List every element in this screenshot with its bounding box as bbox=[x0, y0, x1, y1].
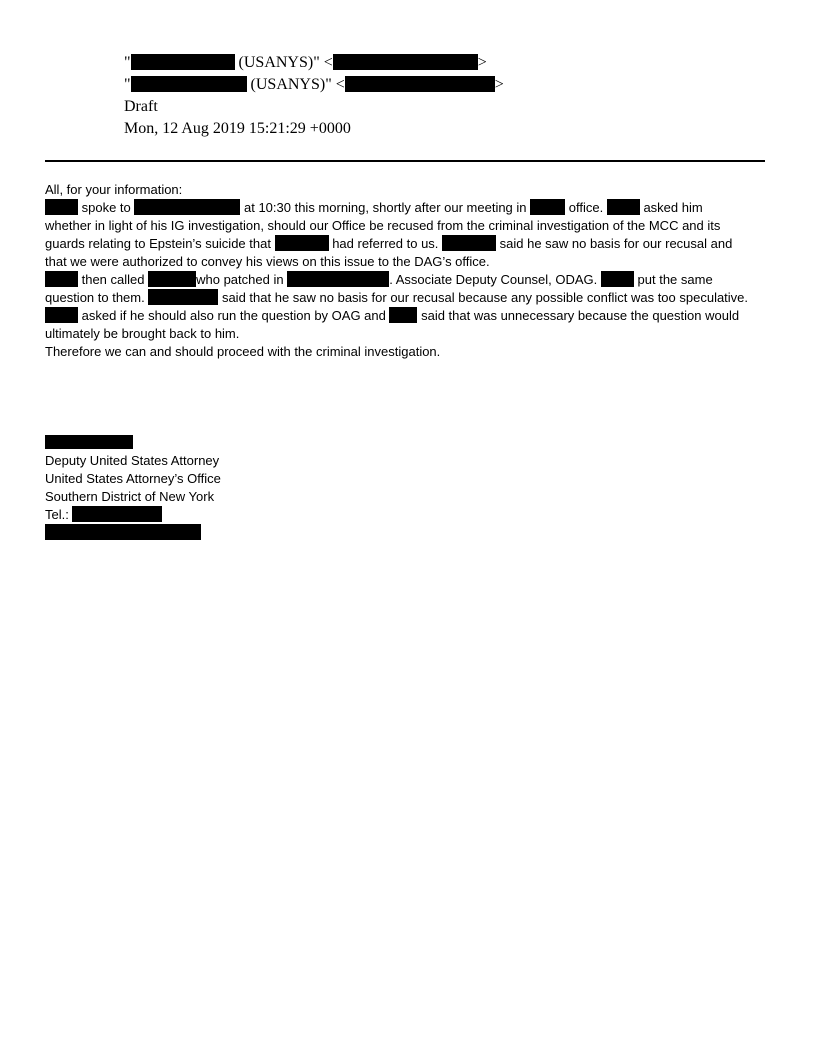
signature-title: Deputy United States Attorney bbox=[45, 453, 220, 468]
body-line: All, for your information: bbox=[45, 182, 183, 197]
redaction-box bbox=[148, 271, 196, 287]
signature-tel bbox=[45, 506, 221, 524]
from-org: (USANYS)" < bbox=[234, 54, 333, 71]
body-line: question to them. said that he saw no basis for our recusal because any possible conflict was too speculative. bbox=[45, 290, 749, 305]
from-value bbox=[124, 52, 487, 74]
body-line: then called who patched in . Associate Deputy Counsel, ODAG. put the same bbox=[45, 271, 775, 289]
body-line: asked if he should also run the question by OAG and said that was unnecessary because the question would bbox=[45, 307, 775, 325]
from-close: > bbox=[477, 54, 487, 71]
to-org: (USANYS)" < bbox=[246, 76, 345, 93]
redaction-box bbox=[607, 199, 640, 215]
body-line: guards relating to Epstein’s suicide that had referred to us. said he saw no basis for our recusal and bbox=[45, 236, 733, 251]
redaction-box bbox=[442, 235, 496, 251]
to-close: > bbox=[494, 76, 504, 93]
redaction-box bbox=[333, 54, 478, 70]
redaction-box bbox=[131, 76, 247, 92]
redaction-box bbox=[45, 307, 78, 323]
redaction-box bbox=[45, 435, 133, 449]
redaction-box bbox=[45, 199, 78, 215]
body-line: spoke to at 10:30 this morning, shortly after our meeting in office. asked him bbox=[45, 199, 775, 217]
redaction-box bbox=[345, 76, 495, 92]
header-divider bbox=[45, 160, 765, 162]
redaction-box bbox=[131, 54, 235, 70]
redaction-box bbox=[601, 271, 634, 287]
redaction-box bbox=[389, 307, 417, 323]
body-line: whether in light of his IG investigation, should our Office be recused from the criminal investigation of the MCC and its bbox=[45, 218, 721, 233]
tel-label: Tel.: bbox=[45, 507, 73, 522]
redaction-box bbox=[45, 271, 78, 287]
redaction-box bbox=[275, 235, 329, 251]
body-line: Therefore we can and should proceed with the criminal investigation. bbox=[45, 344, 441, 359]
redaction-box bbox=[45, 524, 201, 540]
signature-district: Southern District of New York bbox=[45, 489, 215, 504]
redaction-box bbox=[287, 271, 389, 287]
subject-value: Draft bbox=[124, 98, 158, 115]
email-body bbox=[45, 181, 775, 361]
date-value: Mon, 12 Aug 2019 15:21:29 +0000 bbox=[124, 120, 351, 137]
redaction-box bbox=[530, 199, 565, 215]
body-line: ultimately be brought back to him. bbox=[45, 326, 240, 341]
signature-email bbox=[45, 524, 221, 542]
to-value bbox=[124, 74, 504, 96]
signature-block bbox=[45, 434, 221, 542]
signature-office: United States Attorney’s Office bbox=[45, 471, 221, 486]
redaction-box bbox=[72, 506, 162, 522]
redaction-box bbox=[134, 199, 240, 215]
redaction-box bbox=[148, 289, 218, 305]
body-line: that we were authorized to convey his views on this issue to the DAG’s office. bbox=[45, 254, 490, 269]
from-quote: " bbox=[124, 54, 131, 71]
to-quote: " bbox=[124, 76, 131, 93]
signature-name bbox=[45, 434, 221, 452]
